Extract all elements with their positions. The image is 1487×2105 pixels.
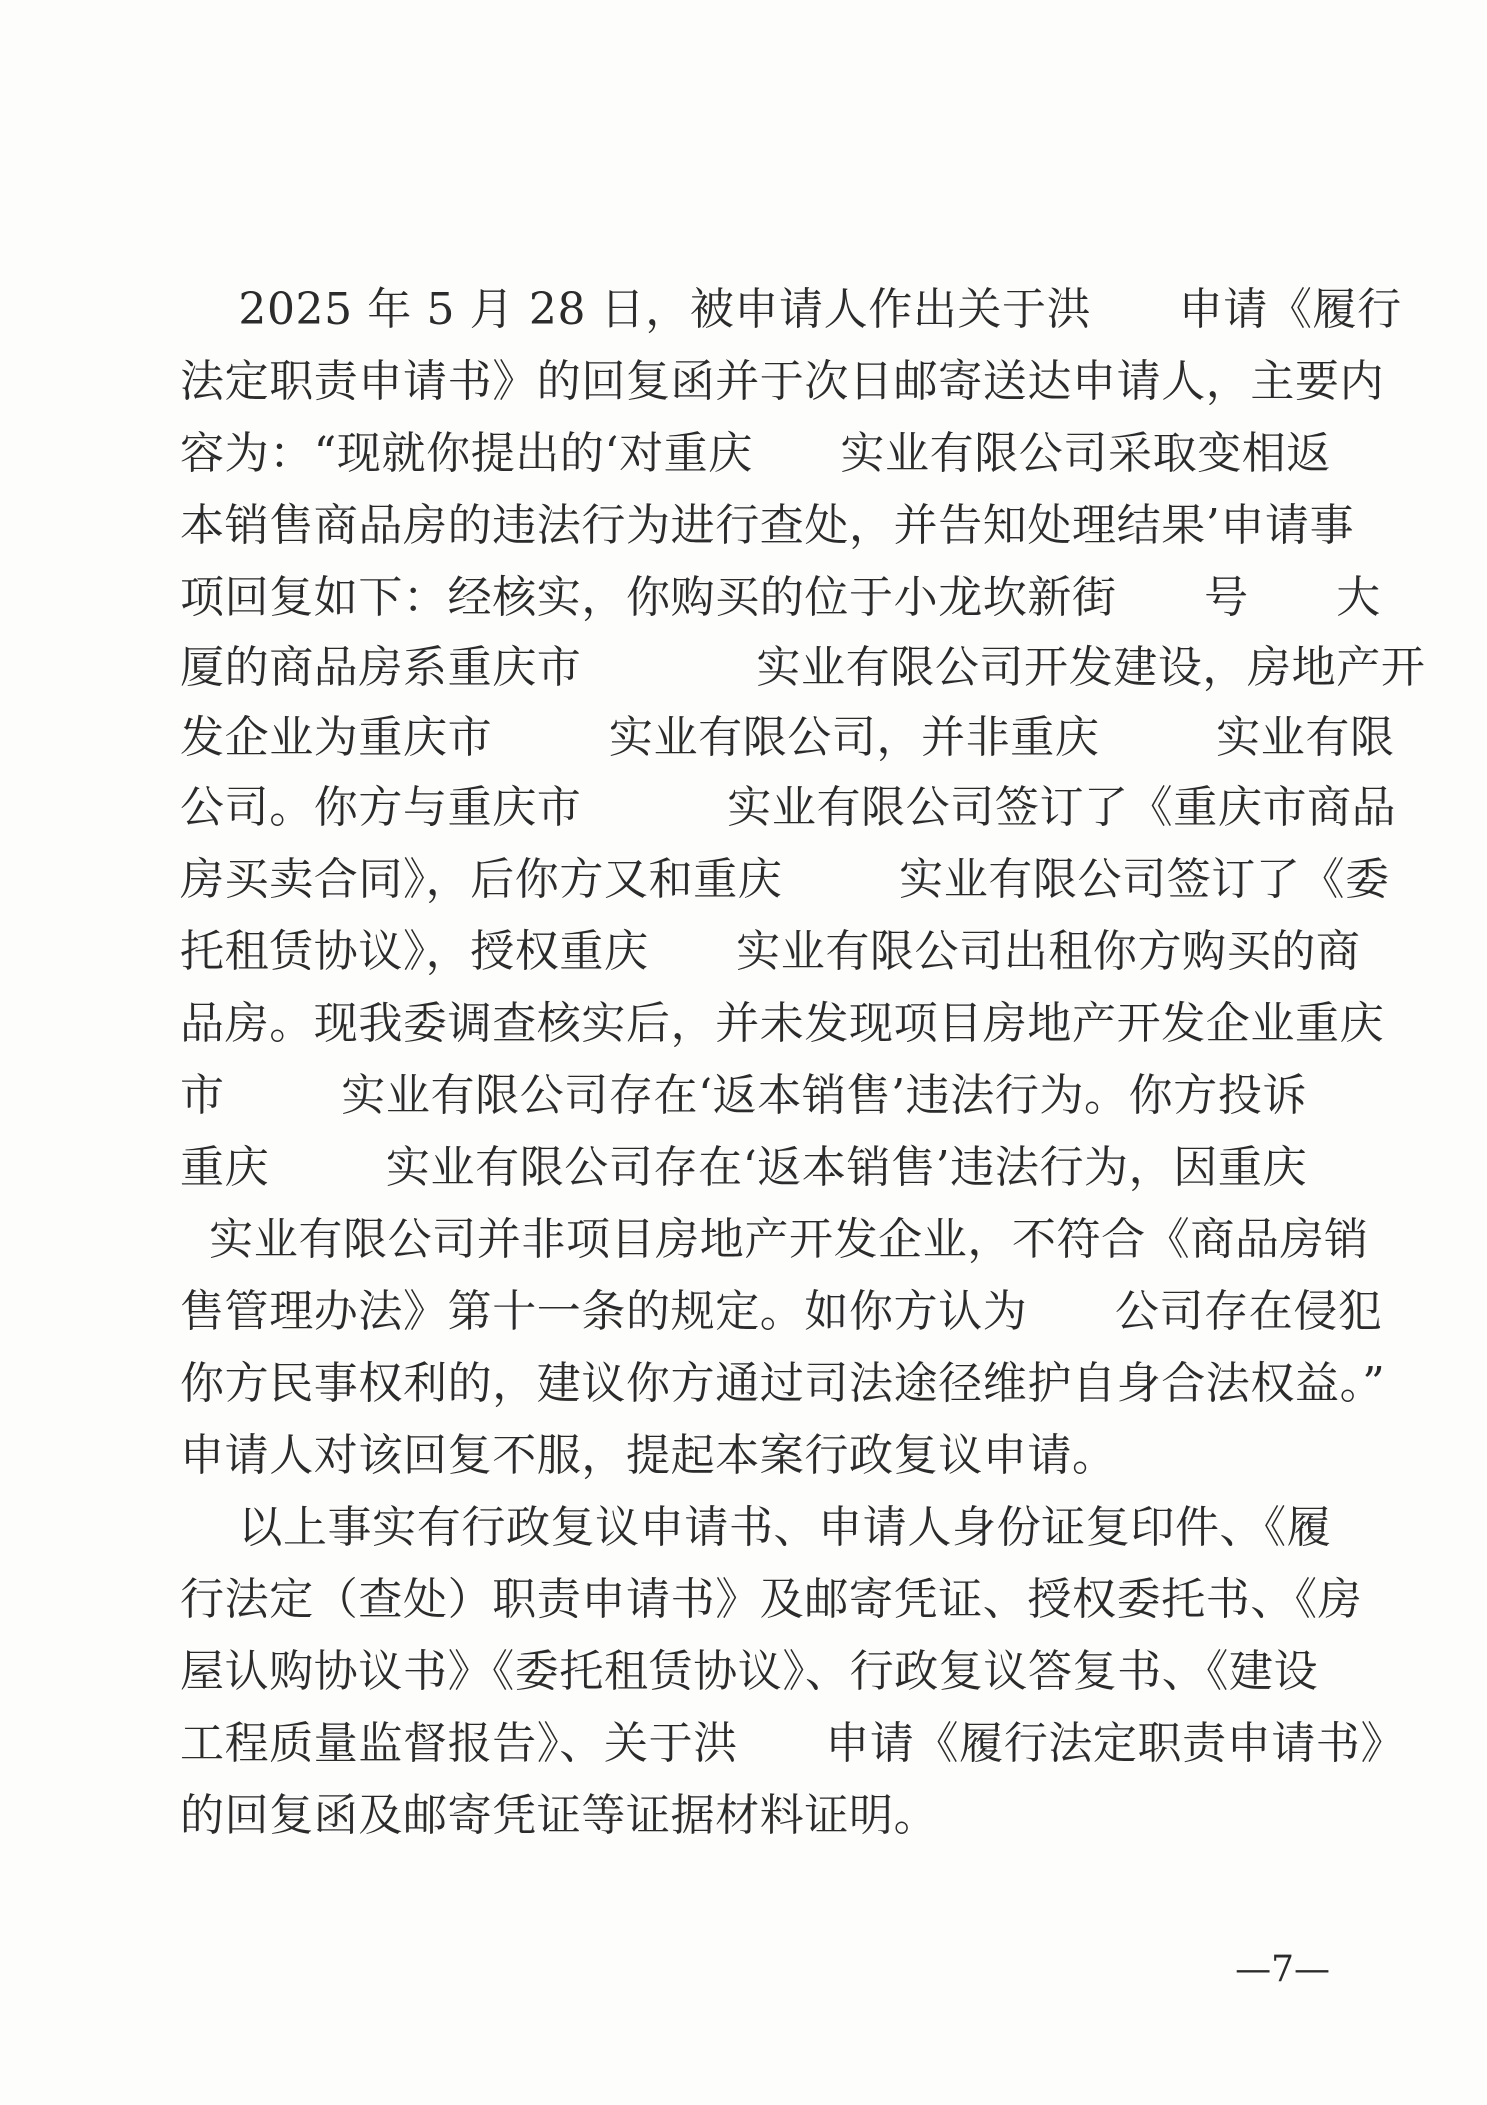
page-number: —7—	[1235, 1949, 1330, 1990]
text-line: 2025 年 5 月 28 日，被申请人作出关于洪 申请《履行	[180, 284, 1402, 335]
text-line: 托租赁协议》，授权重庆 实业有限公司出租你方购买的商	[180, 926, 1361, 977]
text-line: 工程质量监督报告》、关于洪 申请《履行法定职责申请书》	[180, 1718, 1406, 1769]
text-line: 品房。现我委调查核实后，并未发现项目房地产开发企业重庆	[180, 998, 1385, 1049]
text-line: 售管理办法》第十一条的规定。如你方认为 公司存在侵犯	[180, 1286, 1383, 1337]
text-line: 厦的商品房系重庆市 实业有限公司开发建设，房地产开	[180, 642, 1426, 693]
text-line: 的回复函及邮寄凭证等证据材料证明。	[180, 1790, 939, 1841]
text-line: 公司。你方与重庆市 实业有限公司签订了《重庆市商品	[180, 782, 1397, 833]
text-line: 以上事实有行政复议申请书、申请人身份证复印件、《履	[180, 1502, 1332, 1553]
text-line: 本销售商品房的违法行为进行查处，并告知处理结果’申请事	[180, 500, 1355, 551]
text-line: 法定职责申请书》的回复函并于次日邮寄送达申请人，主要内	[180, 356, 1385, 407]
text-line: 发企业为重庆市 实业有限公司，并非重庆 实业有限	[180, 712, 1395, 763]
text-line: 你方民事权利的，建议你方通过司法途径维护自身合法权益。”	[180, 1358, 1386, 1409]
text-line: 实业有限公司并非项目房地产开发企业，不符合《商品房销	[180, 1214, 1369, 1265]
text-line: 项回复如下：经核实，你购买的位于小龙坎新街 号 大	[180, 572, 1381, 623]
text-line: 屋认购协议书》《委托租赁协议》、行政复议答复书、《建设	[180, 1646, 1319, 1697]
text-line: 行法定（查处）职责申请书》及邮寄凭证、授权委托书、《房	[180, 1574, 1363, 1625]
text-line: 市 实业有限公司存在‘返本销售’违法行为。你方投诉	[180, 1070, 1308, 1121]
text-line: 容为：“现就你提出的‘对重庆 实业有限公司采取变相返	[180, 428, 1331, 479]
text-line: 重庆 实业有限公司存在‘返本销售’违法行为，因重庆	[180, 1142, 1308, 1193]
text-line: 申请人对该回复不服，提起本案行政复议申请。	[180, 1430, 1117, 1481]
text-line: 房买卖合同》，后你方又和重庆 实业有限公司签订了《委	[180, 854, 1390, 905]
